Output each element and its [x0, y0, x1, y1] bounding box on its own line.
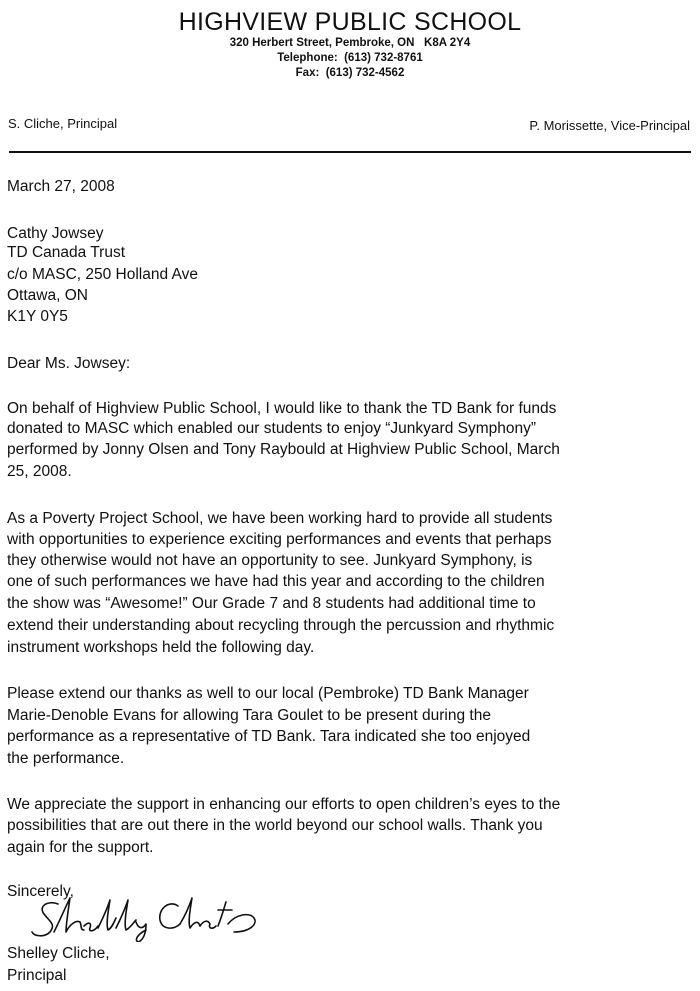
paragraph-2-line: they otherwise would not have an opportunity to see. Junkyard Symphony, is [7, 552, 533, 569]
paragraph-2-line: instrument workshops held the following day. [7, 639, 315, 656]
vice-principal-name: P. Morissette, Vice-Principal [529, 118, 690, 133]
recipient-line: TD Canada Trust [7, 244, 126, 261]
paragraph-3-line: the performance. [7, 750, 125, 767]
paragraph-1-line: On behalf of Highview Public School, I would like to thank the TD Bank for funds [7, 400, 557, 417]
paragraph-4-line: again for the support. [7, 839, 154, 856]
paragraph-3-line: Please extend our thanks as well to our local (Pembroke) TD Bank Manager [7, 685, 529, 702]
paragraph-1-line: donated to MASC which enabled our students to enjoy “Junkyard Symphony” [7, 420, 537, 437]
closing: Sincerely, [7, 883, 74, 900]
paragraph-4-line: possibilities that are out there in the world beyond our school walls. Thank you [7, 817, 543, 834]
recipient-line: Ottawa, ON [7, 287, 88, 304]
letterhead [0, 8, 700, 81]
school-name: HIGHVIEW PUBLIC SCHOOL [178, 8, 522, 36]
letterhead-divider [9, 151, 691, 153]
signer-name: Shelley Cliche, [7, 945, 110, 962]
paragraph-3-line: performance as a representative of TD Bank. Tara indicated she too enjoyed [7, 728, 531, 745]
paragraph-2-line: extend their understanding about recycling through the percussion and rhythmic [7, 617, 555, 634]
letter-date: March 27, 2008 [7, 178, 115, 195]
paragraph-3-line: Marie-Denoble Evans for allowing Tara Goulet to be present during the [7, 707, 491, 724]
school-telephone: Telephone: (613) 732-8761 [277, 52, 423, 64]
paragraph-4-line: We appreciate the support in enhancing our efforts to open children’s eyes to the [7, 796, 561, 813]
paragraph-2-line: As a Poverty Project School, we have been working hard to provide all students [7, 510, 553, 527]
salutation: Dear Ms. Jowsey: [7, 355, 131, 372]
school-address: 320 Herbert Street, Pembroke, ON K8A 2Y4 [229, 37, 471, 49]
paragraph-2-line: with opportunities to experience exciting performances and events that perhaps [7, 531, 552, 548]
signer-title: Principal [7, 967, 67, 984]
recipient-line: K1Y 0Y5 [7, 308, 68, 325]
recipient-line: Cathy Jowsey [7, 225, 104, 242]
paragraph-1-line: 25, 2008. [7, 463, 72, 480]
recipient-line: c/o MASC, 250 Holland Ave [7, 266, 198, 283]
school-fax: Fax: (613) 732-4562 [295, 67, 405, 79]
principal-name: S. Cliche, Principal [8, 116, 118, 131]
paragraph-2-line: the show was “Awesome!” Our Grade 7 and 8 students had additional time to [7, 595, 536, 612]
paragraph-1-line: performed by Jonny Olsen and Tony Raybould at Highview Public School, March [7, 441, 560, 458]
handwritten-signature [28, 892, 268, 942]
paragraph-2-line: one of such performances we have had this year and according to the children [7, 573, 545, 590]
